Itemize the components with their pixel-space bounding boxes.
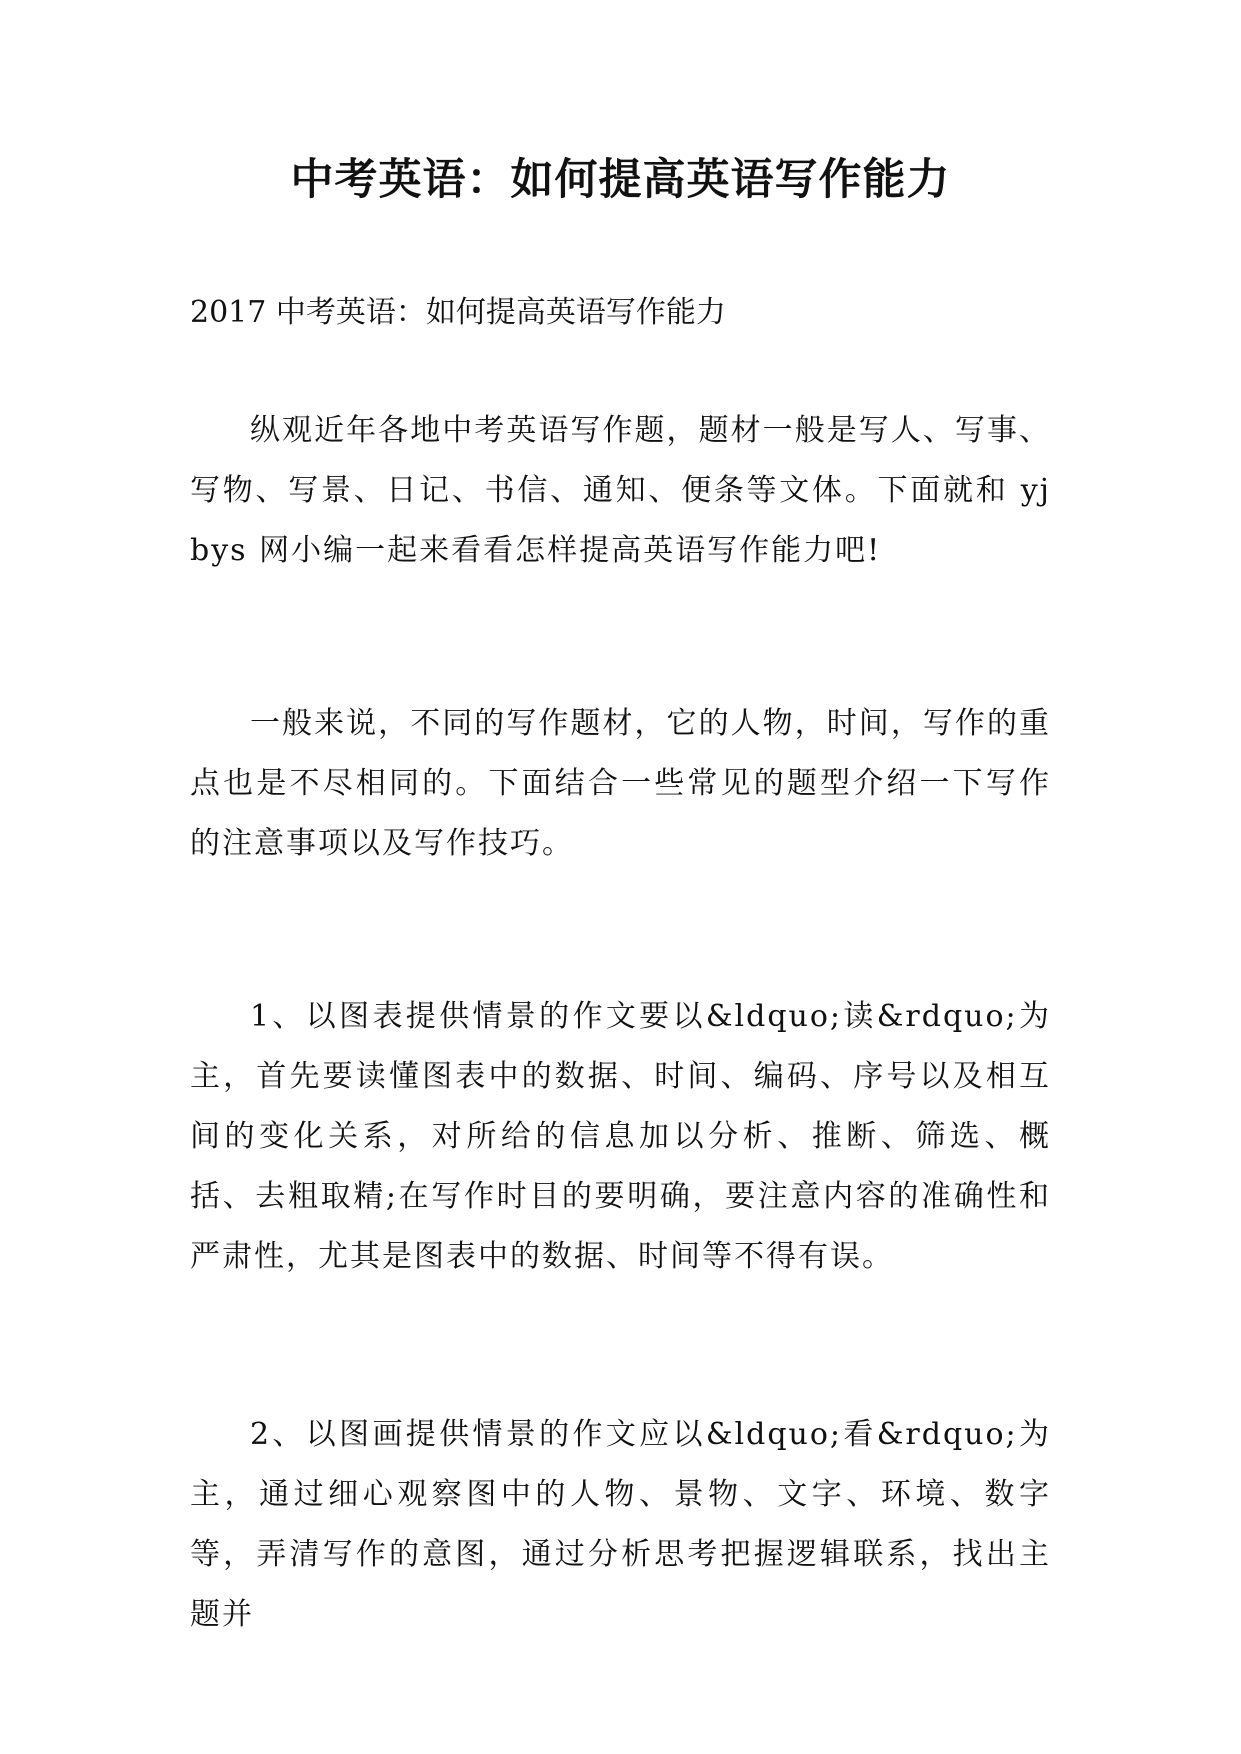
document-subtitle: 2017 中考英语：如何提高英语写作能力 [190, 295, 726, 330]
paragraph-overview: 一般来说，不同的写作题材，它的人物，时间，写作的重点也是不尽相同的。下面结合一些常见的题型介绍一下写作的注意事项以及写作技巧。 [190, 706, 1051, 861]
paragraph-intro: 纵观近年各地中考英语写作题，题材一般是写人、写事、写物、写景、日记、书信、通知、便条等文体。下面就和 yjbys 网小编一起来看看怎样提高英语写作能力吧! [190, 413, 1051, 568]
paragraph-chart-writing: 1、以图表提供情景的作文要以&ldquo;读&rdquo;为主，首先要读懂图表中的数据、时间、编码、序号以及相互间的变化关系，对所给的信息加以分析、推断、筛选、概括、去粗取精;在写作时目的要明确，要注意内容的准确性和严肃性，尤其是图表中的数据、时间等不得有误。 [190, 999, 1051, 1274]
document-title: 中考英语：如何提高英语写作能力 [290, 155, 951, 205]
paragraph-picture-writing: 2、以图画提供情景的作文应以&ldquo;看&rdquo;为主，通过细心观察图中的人物、景物、文字、环境、数字等，弄清写作的意图，通过分析思考把握逻辑联系，找出主题并 [190, 1417, 1051, 1632]
